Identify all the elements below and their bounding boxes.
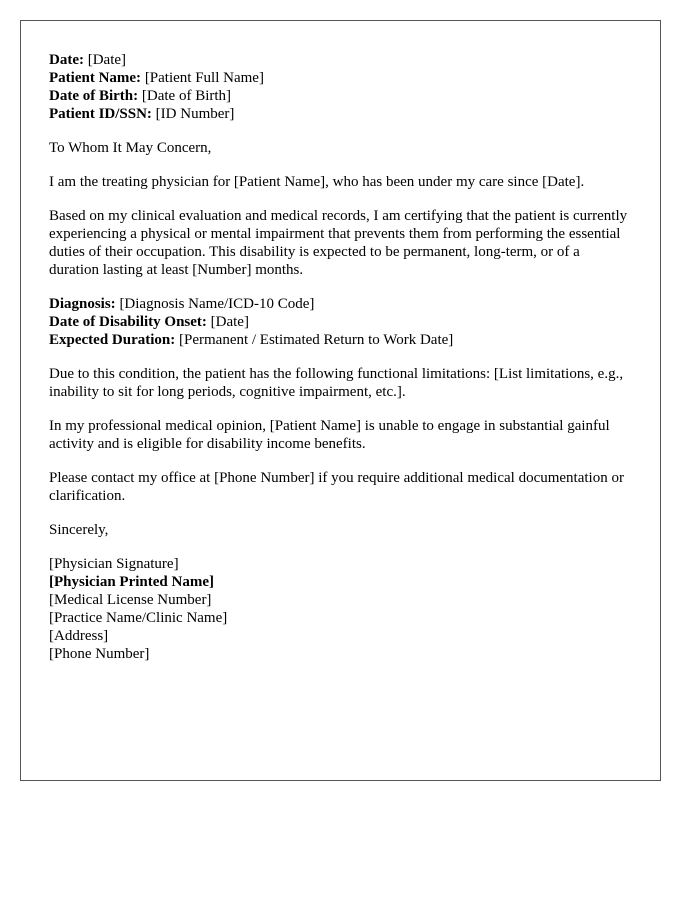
date-line xyxy=(49,51,632,69)
letter-page xyxy=(20,20,661,781)
patient-name-label: Patient Name: xyxy=(49,70,142,86)
diagnosis-value: [Diagnosis Name/ICD-10 Code] xyxy=(119,296,315,312)
intro-paragraph: I am the treating physician for [Patient Name], who has been under my care since [Date]. xyxy=(49,174,585,190)
limitations-paragraph: Due to this condition, the patient has the following functional limitations: [List limitations, e.g., inability to sit for long periods, cognitive impairment, etc.]. xyxy=(49,366,624,400)
dob-label: Date of Birth: xyxy=(49,88,139,104)
physician-signature: [Physician Signature] xyxy=(49,556,179,572)
dob-line xyxy=(49,87,632,105)
opinion-paragraph: In my professional medical opinion, [Patient Name] is unable to engage in substantial gainful activity and is eligible for disability income benefits. xyxy=(49,418,610,452)
duration-value: [Permanent / Estimated Return to Work Date] xyxy=(179,332,454,348)
onset-label: Date of Disability Onset: xyxy=(49,314,207,330)
date-label: Date: xyxy=(49,52,84,68)
patient-id-value: [ID Number] xyxy=(155,106,235,122)
signature-block xyxy=(49,555,632,663)
dob-value: [Date of Birth] xyxy=(141,88,232,104)
patient-id-line xyxy=(49,105,632,123)
onset-value: [Date] xyxy=(210,314,249,330)
duration-label: Expected Duration: xyxy=(49,332,176,348)
diagnosis-line xyxy=(49,295,632,313)
evaluation-paragraph: Based on my clinical evaluation and medical records, I am certifying that the patient is currently experiencing a physical or mental impairment that prevents them from performing the essential duties of their occupation. This disability is expected to be permanent, long-term, or of a duration lasting at least [Number] months. xyxy=(49,208,628,278)
closing: Sincerely, xyxy=(49,522,109,538)
patient-id-label: Patient ID/SSN: xyxy=(49,106,152,122)
salutation: To Whom It May Concern, xyxy=(49,140,212,156)
practice-address: [Address] xyxy=(49,628,109,644)
practice-name: [Practice Name/Clinic Name] xyxy=(49,610,228,626)
patient-header xyxy=(49,51,632,123)
patient-name-line xyxy=(49,69,632,87)
onset-line xyxy=(49,313,632,331)
duration-line xyxy=(49,331,632,349)
diagnosis-label: Diagnosis: xyxy=(49,296,116,312)
patient-name-value: [Patient Full Name] xyxy=(144,70,264,86)
practice-phone: [Phone Number] xyxy=(49,646,150,662)
diagnosis-details xyxy=(49,295,632,349)
contact-paragraph: Please contact my office at [Phone Number] if you require additional medical documentation or clarification. xyxy=(49,470,624,504)
physician-printed-name: [Physician Printed Name] xyxy=(49,574,214,590)
date-value: [Date] xyxy=(87,52,127,68)
medical-license-number: [Medical License Number] xyxy=(49,592,212,608)
